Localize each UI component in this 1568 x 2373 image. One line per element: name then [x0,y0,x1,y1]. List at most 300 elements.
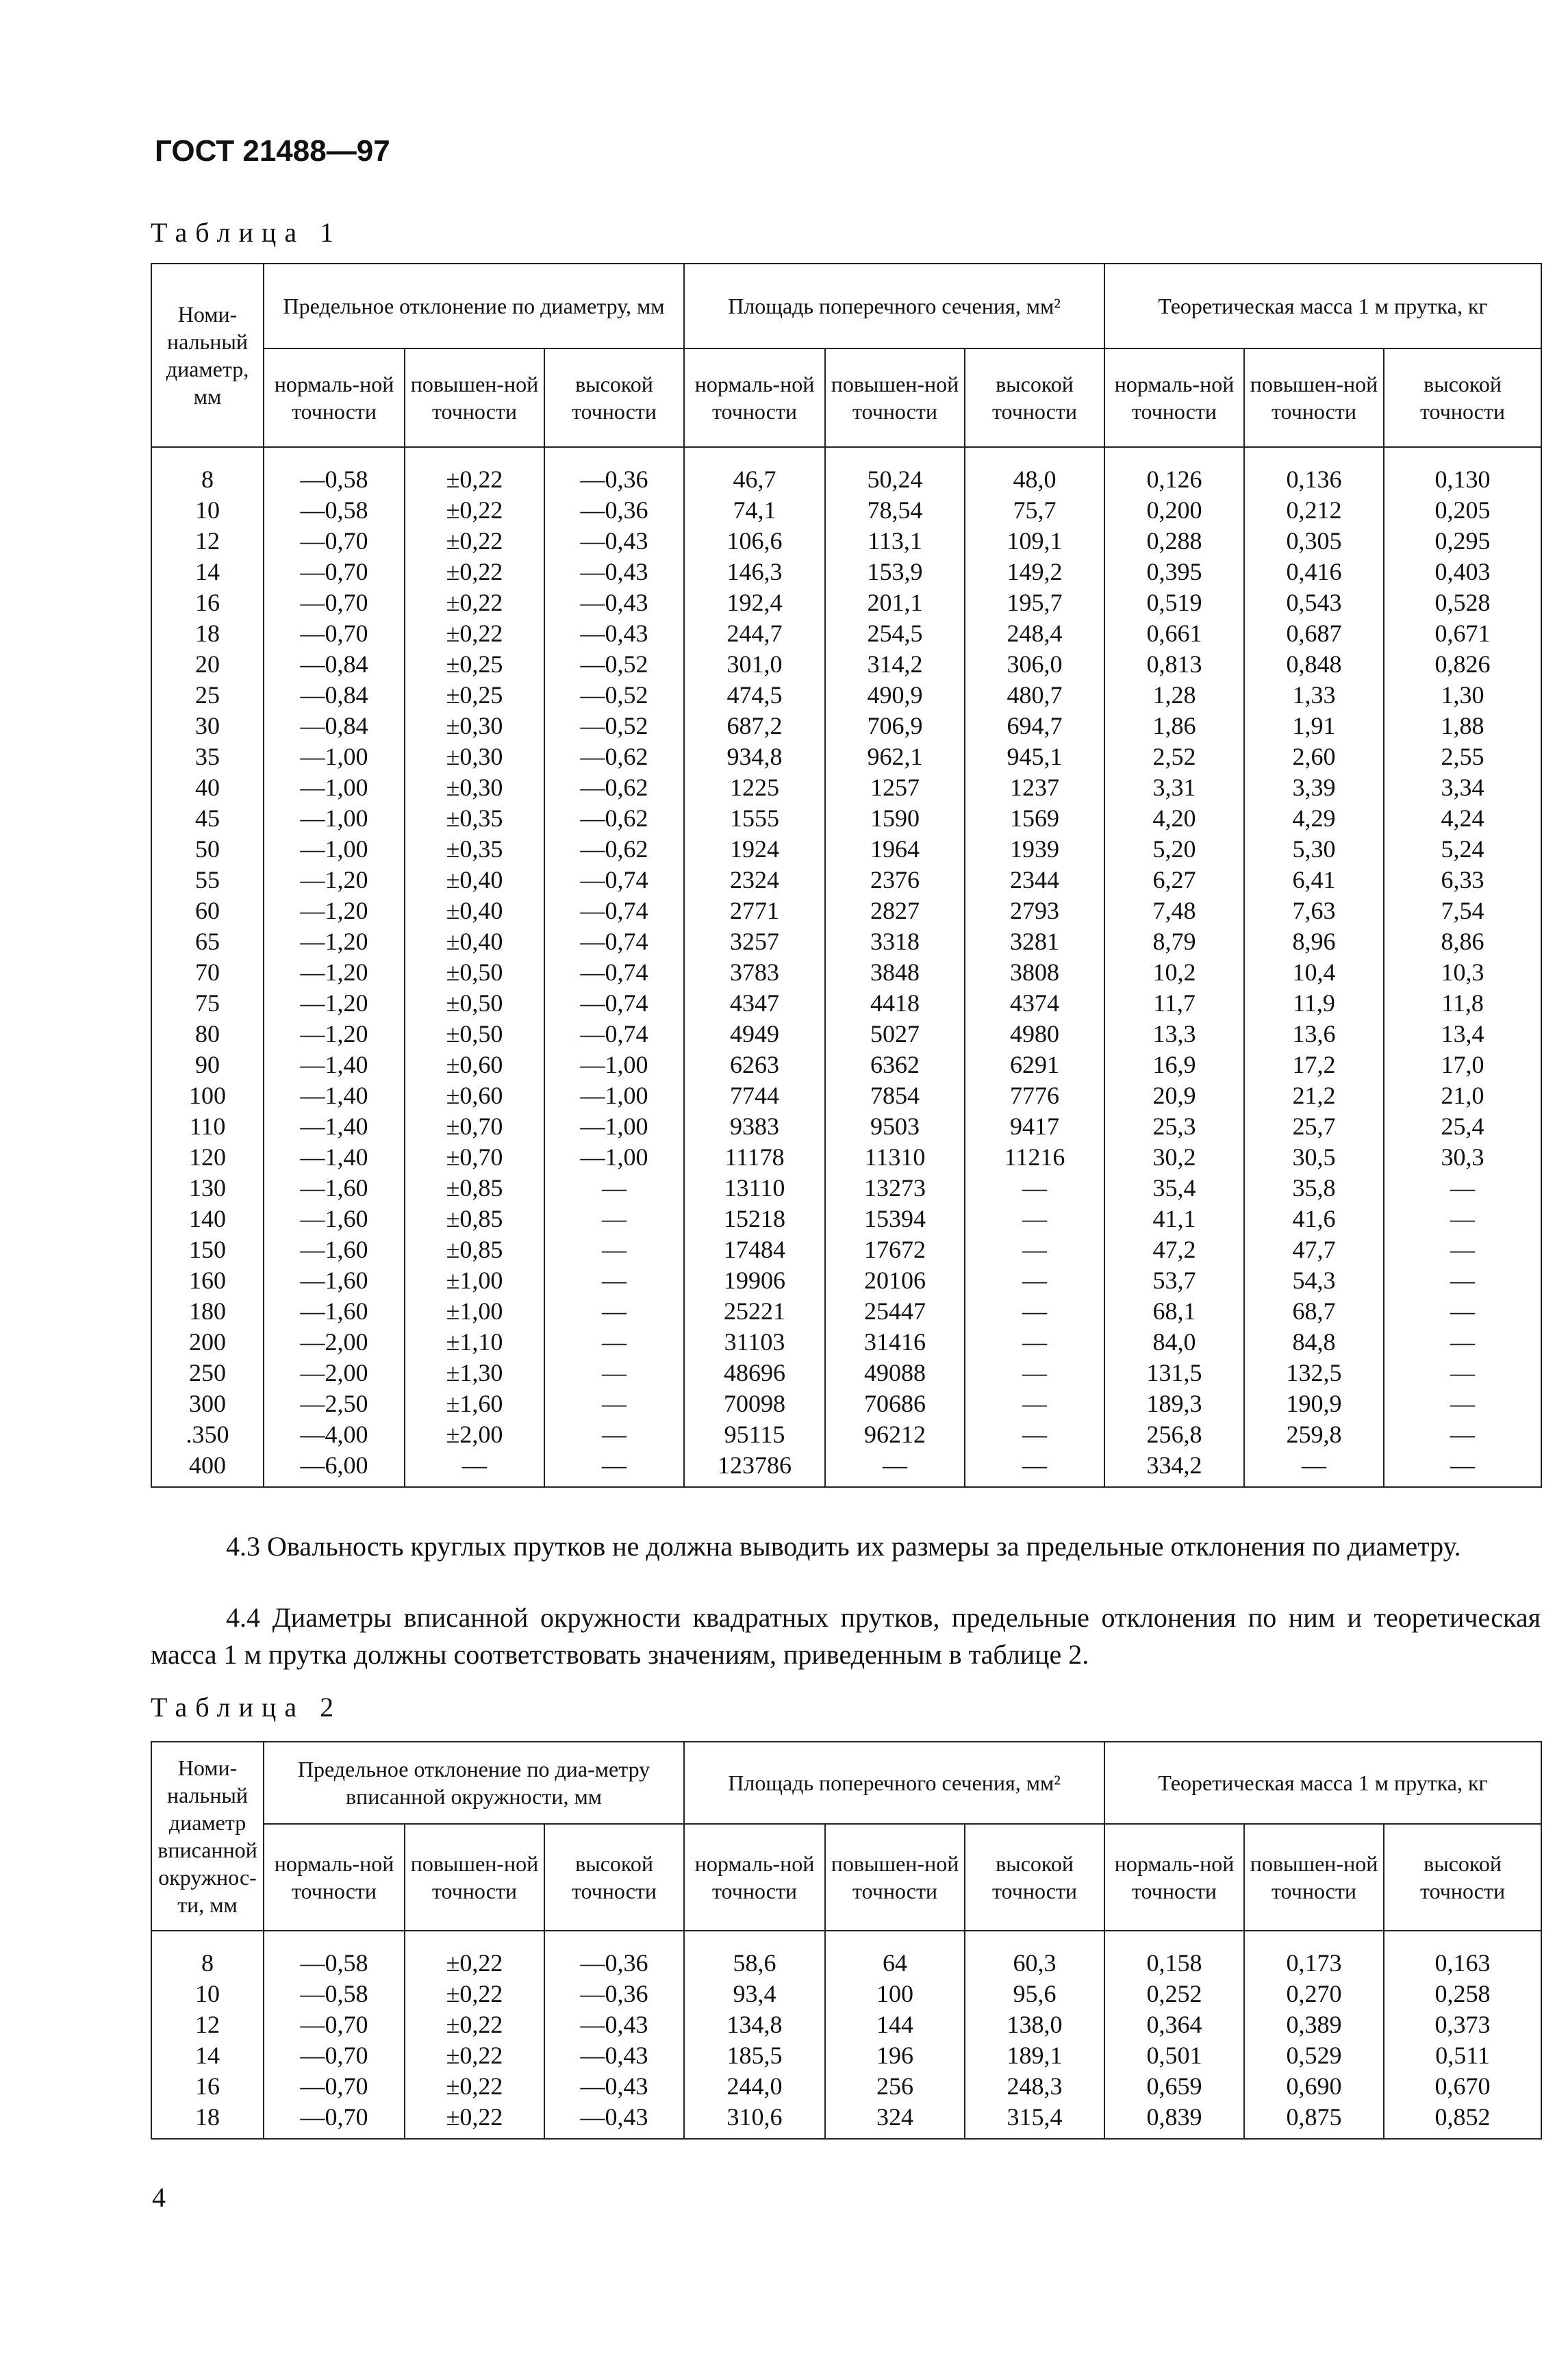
table-cell: —1,40 [264,1111,405,1142]
table-cell: 189,1 [965,2040,1104,2071]
table-cell: 13110 [684,1173,825,1204]
subheader-normal: нормаль-ной точности [684,348,825,447]
table-cell: 0,136 [1244,447,1384,495]
table-cell: —0,58 [264,1931,405,1979]
table-cell: —2,00 [264,1358,405,1388]
table-cell: — [544,1173,684,1204]
table-cell: —0,84 [264,711,405,741]
table-cell: — [1384,1327,1541,1358]
table-cell: —1,00 [264,772,405,803]
table-cell: 6263 [684,1050,825,1080]
table-cell: .350 [151,1419,264,1450]
table-cell: 138,0 [965,2009,1104,2040]
table-cell: — [405,1450,544,1487]
table-cell: —0,74 [544,926,684,957]
table-cell: 4,20 [1104,803,1244,834]
table-cell: ±0,22 [405,557,544,587]
table-cell: 4,29 [1244,803,1384,834]
table-cell: 6,33 [1384,865,1541,896]
table-row [151,1173,1541,1204]
table-cell: 248,3 [965,2071,1104,2102]
table-cell: 244,7 [684,618,825,649]
table-cell: —0,84 [264,680,405,711]
subheader-increased: повышен-ной точности [1244,348,1384,447]
subheader-normal: нормаль-ной точности [1104,1824,1244,1931]
table-2-caption: Таблица 2 [151,1692,342,1723]
table-cell: 0,813 [1104,649,1244,680]
table-cell: 0,173 [1244,1931,1384,1979]
header-area: Площадь поперечного сечения, мм² [684,1742,1104,1824]
table-cell: 21,0 [1384,1080,1541,1111]
table-cell: —0,36 [544,495,684,526]
table-cell: 0,212 [1244,495,1384,526]
table-cell: 0,511 [1384,2040,1541,2071]
table-cell: 153,9 [825,557,965,587]
table-cell: 70686 [825,1388,965,1419]
table-cell: 0,305 [1244,526,1384,557]
table-cell: 9503 [825,1111,965,1142]
table-cell: 9383 [684,1111,825,1142]
table-row [151,772,1541,803]
table-cell: ±0,22 [405,447,544,495]
table-cell: — [1384,1234,1541,1265]
table-row [151,803,1541,834]
table-row [151,526,1541,557]
table-cell: — [965,1234,1104,1265]
table-cell: 20,9 [1104,1080,1244,1111]
table-cell: 1,91 [1244,711,1384,741]
table-cell: 35 [151,741,264,772]
table-cell: 0,671 [1384,618,1541,649]
table-2 [151,1741,1542,2140]
table-cell: —1,20 [264,896,405,926]
table-cell: 254,5 [825,618,965,649]
table-cell: —1,00 [544,1111,684,1142]
table-cell: 134,8 [684,2009,825,2040]
table-cell: 0,661 [1104,618,1244,649]
header-deviation: Предельное отклонение по диа-метру вписанной окружности, мм [264,1742,684,1824]
table-cell: 0,501 [1104,2040,1244,2071]
table-cell: 18 [151,618,264,649]
table-cell: ±0,60 [405,1080,544,1111]
table-cell: — [544,1204,684,1234]
table-cell: ±0,35 [405,803,544,834]
table-row [151,557,1541,587]
paragraph-4-4: 4.4 Диаметры вписанной окружности квадратных прутков, предельные отклонения по ним и теоретическая масса 1 м прутка должны соответствовать значениям, приведенным в таблице 2. [151,1602,1541,1670]
table-cell: 248,4 [965,618,1104,649]
table-cell: 2,60 [1244,741,1384,772]
table-cell: 11310 [825,1142,965,1173]
table-cell: 75 [151,988,264,1019]
table-cell: 2324 [684,865,825,896]
table-cell: 314,2 [825,649,965,680]
paragraph-4-3: 4.3 Овальность круглых прутков не должна выводить их размеры за предельные отклонения по диаметру. [226,1531,1461,1562]
table-cell: 132,5 [1244,1358,1384,1388]
table-cell: ±0,50 [405,957,544,988]
table-cell: 1924 [684,834,825,865]
table-cell: 10,3 [1384,957,1541,988]
table-cell: 70 [151,957,264,988]
table-cell: 300 [151,1388,264,1419]
table-cell: 4,24 [1384,803,1541,834]
table-cell: —0,43 [544,618,684,649]
table-cell: 123786 [684,1450,825,1487]
table-cell: —0,62 [544,772,684,803]
table-cell: —0,70 [264,2009,405,2040]
table-cell: ±0,50 [405,988,544,1019]
table-cell: 17,0 [1384,1050,1541,1080]
table-cell: 8 [151,447,264,495]
table-cell: 1,30 [1384,680,1541,711]
table-cell: 8 [151,1931,264,1979]
table-cell: 95115 [684,1419,825,1450]
table-cell: 7776 [965,1080,1104,1111]
table-row [151,1080,1541,1111]
table-cell: ±0,70 [405,1142,544,1173]
table-cell: 31103 [684,1327,825,1358]
table-cell: 934,8 [684,741,825,772]
table-cell: —1,20 [264,957,405,988]
table-cell: ±0,85 [405,1173,544,1204]
table-cell: 15394 [825,1204,965,1234]
table-cell: 17484 [684,1234,825,1265]
table-cell: 244,0 [684,2071,825,2102]
table-cell: 14 [151,2040,264,2071]
table-cell: 0,295 [1384,526,1541,557]
table-cell: 2771 [684,896,825,926]
table-cell: 962,1 [825,741,965,772]
table-cell: 0,364 [1104,2009,1244,2040]
table-1-caption: Таблица 1 [151,217,342,248]
table-cell: 0,839 [1104,2102,1244,2139]
table-row [151,1296,1541,1327]
table-cell: 3,34 [1384,772,1541,803]
table-cell: 0,687 [1244,618,1384,649]
table-cell: 47,7 [1244,1234,1384,1265]
table-cell: 149,2 [965,557,1104,587]
table-cell: 30,3 [1384,1142,1541,1173]
table-cell: 1964 [825,834,965,865]
table-cell: 11,9 [1244,988,1384,1019]
subheader-normal: нормаль-ной точности [264,1824,405,1931]
table-cell: 0,205 [1384,495,1541,526]
table-cell: 7,54 [1384,896,1541,926]
table-cell: 0,543 [1244,587,1384,618]
table-cell: 3318 [825,926,965,957]
table-cell: ±0,60 [405,1050,544,1080]
table-cell: 13,6 [1244,1019,1384,1050]
table-cell: 334,2 [1104,1450,1244,1487]
table-cell: ±0,40 [405,865,544,896]
table-cell: 150 [151,1234,264,1265]
table-cell: 20106 [825,1265,965,1296]
table-cell: 0,528 [1384,587,1541,618]
table-cell: 58,6 [684,1931,825,1979]
table-cell: 0,258 [1384,1979,1541,2009]
table-cell: — [965,1388,1104,1419]
document-code: ГОСТ 21488—97 [155,134,390,168]
table-cell: —0,43 [544,2071,684,2102]
table-cell: 200 [151,1327,264,1358]
table-cell: 2376 [825,865,965,896]
table-row [151,618,1541,649]
table-cell: 40 [151,772,264,803]
table-cell: 4418 [825,988,965,1019]
table-cell: 706,9 [825,711,965,741]
table-row [151,447,1541,495]
table-cell: 113,1 [825,526,965,557]
table-cell: ±0,30 [405,772,544,803]
table-cell: 13,4 [1384,1019,1541,1050]
table-cell: 7,63 [1244,896,1384,926]
table-cell: —1,40 [264,1142,405,1173]
table-row [151,1111,1541,1142]
table-cell: —1,00 [544,1050,684,1080]
table-row [151,1050,1541,1080]
table-cell: 256 [825,2071,965,2102]
table-cell: — [965,1296,1104,1327]
table-cell: —0,52 [544,649,684,680]
table-cell: 7854 [825,1080,965,1111]
table-cell: 4949 [684,1019,825,1050]
table-cell: 110 [151,1111,264,1142]
table-cell: 480,7 [965,680,1104,711]
subheader-normal: нормаль-ной точности [684,1824,825,1931]
table-cell: — [1384,1296,1541,1327]
table-cell: 3848 [825,957,965,988]
table-cell: 30,5 [1244,1142,1384,1173]
table-cell: 306,0 [965,649,1104,680]
table-cell: 195,7 [965,587,1104,618]
table-cell: 2,52 [1104,741,1244,772]
table-cell: 3783 [684,957,825,988]
table-cell: ±0,50 [405,1019,544,1050]
table-cell: 0,200 [1104,495,1244,526]
table-cell: —0,74 [544,865,684,896]
table-cell: —0,58 [264,1979,405,2009]
table-cell: 35,8 [1244,1173,1384,1204]
table-cell: 250 [151,1358,264,1388]
table-cell: 50,24 [825,447,965,495]
table-cell: 14 [151,557,264,587]
table-cell: —0,58 [264,495,405,526]
table-cell: 65 [151,926,264,957]
table-cell: 190,9 [1244,1388,1384,1419]
table-cell: ±0,22 [405,2009,544,2040]
table-cell: 96212 [825,1419,965,1450]
table-cell: 100 [825,1979,965,2009]
table-cell: 0,288 [1104,526,1244,557]
table-cell: —0,52 [544,711,684,741]
table-cell: —6,00 [264,1450,405,1487]
table-cell: 41,1 [1104,1204,1244,1234]
table-cell: 945,1 [965,741,1104,772]
table-cell: 10 [151,1979,264,2009]
table-cell: — [825,1450,965,1487]
table-cell: 109,1 [965,526,1104,557]
table-cell: 95,6 [965,1979,1104,2009]
header-mass: Теоретическая масса 1 м прутка, кг [1104,1742,1541,1824]
table-cell: — [544,1388,684,1419]
table-cell: 45 [151,803,264,834]
table-cell: 60,3 [965,1931,1104,1979]
table-cell: ±0,35 [405,834,544,865]
table-cell: 1,28 [1104,680,1244,711]
table-cell: ±2,00 [405,1419,544,1450]
table-cell: 10 [151,495,264,526]
table-cell: —0,36 [544,447,684,495]
table-cell: —0,70 [264,2040,405,2071]
table-cell: 100 [151,1080,264,1111]
table-cell: 0,690 [1244,2071,1384,2102]
table-cell: 0,852 [1384,2102,1541,2139]
table-cell: 16,9 [1104,1050,1244,1080]
table-1-body [151,447,1541,1487]
table-cell: 694,7 [965,711,1104,741]
table-cell: 54,3 [1244,1265,1384,1296]
table-cell: 20 [151,649,264,680]
table-cell: — [965,1450,1104,1487]
table-cell: —0,74 [544,988,684,1019]
table-cell: 7,48 [1104,896,1244,926]
table-row [151,1419,1541,1450]
table-cell: —0,70 [264,557,405,587]
table-cell: 2793 [965,896,1104,926]
table-cell: —0,62 [544,834,684,865]
table-cell: 25447 [825,1296,965,1327]
table-cell: —0,74 [544,957,684,988]
table-cell: 5,24 [1384,834,1541,865]
table-cell: —1,00 [264,741,405,772]
table-cell: 75,7 [965,495,1104,526]
table-cell: —0,70 [264,2102,405,2139]
table-cell: ±0,22 [405,495,544,526]
table-cell: ±1,00 [405,1296,544,1327]
table-cell: 11,8 [1384,988,1541,1019]
table-cell: —0,58 [264,447,405,495]
table-row [151,1265,1541,1296]
table-row [151,1450,1541,1487]
table-cell: 30 [151,711,264,741]
table-row [151,2040,1541,2071]
table-cell: 400 [151,1450,264,1487]
table-cell: 0,126 [1104,447,1244,495]
table-cell: 25,7 [1244,1111,1384,1142]
table-cell: 5,30 [1244,834,1384,865]
table-cell: 0,130 [1384,447,1541,495]
table-cell: ±0,85 [405,1204,544,1234]
table-row [151,988,1541,1019]
table-cell: 315,4 [965,2102,1104,2139]
table-cell: 78,54 [825,495,965,526]
table-cell: ±0,40 [405,896,544,926]
table-cell: 4347 [684,988,825,1019]
table-cell: — [544,1296,684,1327]
table-row [151,865,1541,896]
table-cell: 48,0 [965,447,1104,495]
table-cell: —1,60 [264,1265,405,1296]
table-cell: 140 [151,1204,264,1234]
table-cell: 0,158 [1104,1931,1244,1979]
table-cell: 0,270 [1244,1979,1384,2009]
table-cell: 70098 [684,1388,825,1419]
table-cell: 130 [151,1173,264,1204]
table-cell: 18 [151,2102,264,2139]
table-cell: —1,60 [264,1296,405,1327]
table-cell: —1,60 [264,1173,405,1204]
table-cell: 0,403 [1384,557,1541,587]
table-cell: 13,3 [1104,1019,1244,1050]
table-cell: ±0,22 [405,587,544,618]
table-cell: 3,39 [1244,772,1384,803]
table-cell: 1,86 [1104,711,1244,741]
header-mass: Теоретическая масса 1 м прутка, кг [1104,264,1541,348]
table-cell: — [1244,1450,1384,1487]
table-cell: — [544,1265,684,1296]
table-cell: 17672 [825,1234,965,1265]
table-cell: 12 [151,526,264,557]
table-cell: ±0,22 [405,526,544,557]
table-cell: ±0,22 [405,1931,544,1979]
table-cell: 84,8 [1244,1327,1384,1358]
table-cell: 46,7 [684,447,825,495]
table-cell: ±0,22 [405,618,544,649]
table-cell: —0,70 [264,618,405,649]
table-cell: 68,7 [1244,1296,1384,1327]
table-cell: 6291 [965,1050,1104,1080]
table-cell: 1,33 [1244,680,1384,711]
table-cell: —0,43 [544,526,684,557]
subheader-increased: повышен-ной точности [825,348,965,447]
table-cell: ±0,25 [405,680,544,711]
table-cell: 13273 [825,1173,965,1204]
table-cell: 21,2 [1244,1080,1384,1111]
table-cell: 11,7 [1104,988,1244,1019]
table-cell: — [1384,1173,1541,1204]
subheader-increased: повышен-ной точности [1244,1824,1384,1931]
table-cell: 3281 [965,926,1104,957]
table-cell: 687,2 [684,711,825,741]
table-cell: 0,659 [1104,2071,1244,2102]
table-cell: 0,826 [1384,649,1541,680]
table-cell: 8,96 [1244,926,1384,957]
table-row [151,2009,1541,2040]
subheader-increased: повышен-ной точности [405,348,544,447]
table-cell: 201,1 [825,587,965,618]
table-cell: ±1,10 [405,1327,544,1358]
table-cell: ±0,22 [405,2071,544,2102]
table-cell: ±0,22 [405,2102,544,2139]
table-cell: —0,70 [264,526,405,557]
table-cell: 53,7 [1104,1265,1244,1296]
table-cell: — [544,1419,684,1450]
table-cell: —0,70 [264,2071,405,2102]
table-cell: 11216 [965,1142,1104,1173]
table-row [151,1234,1541,1265]
table-cell: ±0,25 [405,649,544,680]
table-cell: 12 [151,2009,264,2040]
table-cell: 2344 [965,865,1104,896]
table-cell: 35,4 [1104,1173,1244,1204]
table-cell: 189,3 [1104,1388,1244,1419]
table-cell: —1,20 [264,865,405,896]
table-cell: 6362 [825,1050,965,1080]
table-cell: —1,40 [264,1080,405,1111]
table-cell: —0,43 [544,557,684,587]
table-cell: — [1384,1388,1541,1419]
subheader-increased: повышен-ной точности [825,1824,965,1931]
table-cell: 4374 [965,988,1104,1019]
